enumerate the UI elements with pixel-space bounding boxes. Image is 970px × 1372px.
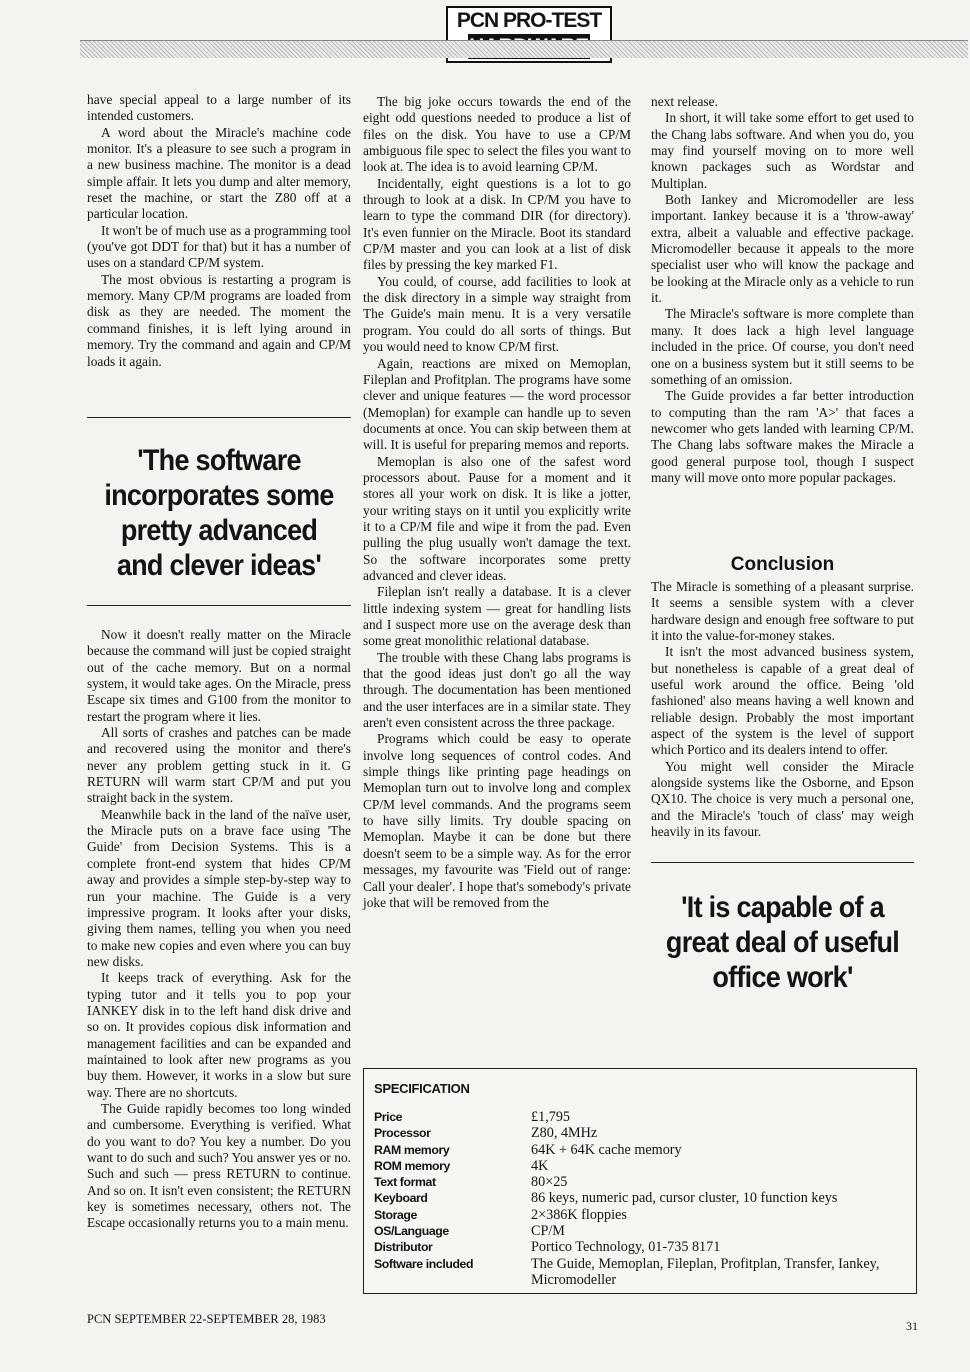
paragraph: Again, reactions are mixed on Memoplan, Fileplan and Profitplan. The programs have some clever and unique features — the word processor (Memoplan) for example can handle up to seven documents at once. You can skip between them at will. It is useful for preparing memos and reports.	[363, 355, 631, 453]
spec-row	[374, 1125, 909, 1141]
spec-value: Portico Technology, 01-735 8171	[531, 1239, 721, 1256]
divider-rule	[651, 862, 914, 863]
spec-value: Z80, 4MHz	[531, 1125, 598, 1142]
paragraph: The most obvious is restarting a program is memory. Many CP/M programs are loaded from disk as they are needed. The moment the command finishes, it is left lying around in memory. Try the command and again and CP/M loads it again.	[87, 271, 351, 369]
paragraph: It keeps track of everything. Ask for the typing tutor and it tells you to pop your IANKEY disk in to the left hand disk drive and so on. It provides copious disk information and management facilities and can be expanded and maintained to look after new programs as you buy them. However, it works in a slow but sure way. There are no shortcuts.	[87, 970, 351, 1100]
specification-box	[363, 1068, 917, 1294]
spec-value: CP/M	[531, 1223, 565, 1240]
header-hatch-band	[80, 40, 968, 58]
spec-value: The Guide, Memoplan, Fileplan, Profitplan, Transfer, Iankey, Micromodeller	[531, 1255, 880, 1288]
spec-label: Keyboard	[374, 1191, 428, 1206]
spec-label: RAM memory	[374, 1142, 450, 1157]
spec-label: Storage	[374, 1207, 417, 1222]
conclusion-heading: Conclusion	[730, 554, 835, 575]
spec-row	[374, 1158, 909, 1174]
paragraph: Memoplan is also one of the safest word processors about. Pause for a moment and it stores all your work on disk. It is like a jotter, your writing stays on it until you explicitly write it to a CP/M file and wipe it from the pad. Even pulling the plug usually won't damage the text. So the software incorporates some pretty advanced and clever ideas.	[363, 453, 631, 583]
paragraph: Meanwhile back in the land of the naïve user, the Miracle puts on a brave face using 'The Guide' from Decision Systems. This is a complete front-end system that hides CP/M away and provides a simple step-by-step way to run your machine. The Guide is a very impressive program. It looks after your disks, giving them names, telling you when you need to make new copies and even where you can buy new disks.	[87, 806, 351, 969]
spec-row	[374, 1190, 909, 1206]
paragraph: The trouble with these Chang labs programs is that the good ideas just don't go all the way through. The documentation has been mentioned and the user interfaces are in a similar state. They aren't even consistent across the three package.	[363, 649, 631, 731]
spec-value: 86 keys, numeric pad, cursor cluster, 10 function keys	[531, 1190, 838, 1207]
pull-quote: 'It is capable of a great deal of useful office work'	[665, 891, 900, 994]
paragraph: It won't be of much use as a programming tool (you've got DDT for that) but it has a number of uses on a standard CP/M system.	[87, 222, 351, 271]
page-number: 31	[906, 1319, 918, 1333]
footer-publication-date: PCN SEPTEMBER 22-SEPTEMBER 28, 1983	[87, 1312, 326, 1326]
article-column-3-top	[651, 94, 914, 486]
article-column-3-conclusion	[651, 552, 914, 841]
spec-row	[374, 1207, 909, 1223]
paragraph: The Guide rapidly becomes too long winded and cumbersome. Everything is verified. What do you want to do? You key a number. Do you want to do such and such? You answer yes or no. Such and such — press RETURN to continue. And so on. It isn't even consistent; the RETURN key is sometimes necessary, others not. The Escape occasionally returns you to a main menu.	[87, 1100, 351, 1231]
divider-rule	[87, 605, 351, 606]
paragraph: The Miracle is something of a pleasant surprise. It seems a sensible system with a clever hardware design and enough free software to put it into the value-for-money stakes.	[651, 579, 914, 644]
header-title: PCN PRO-TEST	[456, 9, 602, 32]
paragraph: next release.	[651, 94, 718, 109]
paragraph: Now it doesn't really matter on the Miracle because the command will just be copied straight out of the cache memory. But on a normal system, it would take ages. On the Miracle, press Escape six times and G100 from the monitor to restart the program where it lies.	[87, 627, 351, 724]
paragraph: In short, it will take some effort to get used to the Chang labs software. And when you do, you may find yourself moving on to more well known packages such as Wordstar and Multiplan.	[651, 110, 914, 191]
spec-row	[374, 1223, 909, 1239]
spec-value: 2×386K floppies	[531, 1206, 627, 1223]
paragraph: You might well consider the Miracle alongside systems like the Osborne, and Epson QX10. The choice is very much a personal one, and the Miracle's 'touch of class' may weigh heavily in its favour.	[651, 758, 914, 840]
paragraph: Both Iankey and Micromodeller are less important. Iankey because it is a 'throw-away' extra, albeit a valuable and effective package. Micromodeller because it appeals to the more specialist user who will know the package and be looking at the Miracle only as a vehicle to run it.	[651, 192, 914, 306]
paragraph: A word about the Miracle's machine code monitor. It's a pleasure to see such a program in a new business machine. The monitor is a dead simple affair. It lets you dump and alter memory, reset the machine, or start the Z80 off at a particular location.	[87, 124, 351, 222]
spec-label: Price	[374, 1110, 403, 1124]
spec-label: Distributor	[374, 1240, 433, 1255]
spec-title: SPECIFICATION	[374, 1081, 470, 1096]
paragraph: The Miracle's software is more complete than many. It does lack a high level language included in the price. Of course, you don't need one on a business system but it still seems to be something of an omission.	[651, 306, 914, 387]
divider-rule	[87, 417, 351, 418]
spec-label: Software included	[374, 1256, 474, 1271]
pull-quote: 'The software incorporates some pretty advanced and clever ideas'	[104, 444, 334, 582]
paragraph: Programs which could be easy to operate involve long sequences of control codes. And simple things like printing page headings on Memoplan turn out to involve long and complex CP/M level commands. And the programs seem to have silly limits. Try double spacing on Memoplan. Maybe it can be done but there doesn't seem to be a simple way. As for the error messages, my favourite was 'Field out of range: Call your dealer'. I hope that's somebody's private joke that will be removed from the	[363, 731, 631, 910]
article-column-2	[363, 94, 631, 911]
spec-value: £1,795	[531, 1109, 571, 1125]
spec-row	[374, 1256, 909, 1289]
spec-label: Text format	[374, 1175, 436, 1190]
spec-row	[374, 1142, 909, 1158]
spec-table	[374, 1109, 909, 1288]
paragraph: It isn't the most advanced business system, but nonetheless is capable of a great deal of useful work around the office. Being 'old fashioned' also means having a well known and reliable design. Probably the most important aspect of the system is the level of support which Portico and its dealers intend to offer.	[651, 644, 914, 758]
paragraph: Incidentally, eight questions is a lot to go through to look at a disk. In CP/M you have to learn to type the command DIR (for directory). It's even funnier on the Miracle. Boot its standard CP/M master and you can look at a list of disk files by pressing the key marked F1.	[363, 175, 631, 273]
paragraph: Fileplan isn't really a database. It is a clever little indexing system — great for handling lists and I suspect more use on the average desk than some great monolithic relational database.	[363, 584, 631, 649]
spec-value: 4K	[531, 1157, 549, 1174]
spec-value: 80×25	[531, 1174, 568, 1191]
spec-row	[374, 1239, 909, 1255]
article-column-1-bottom	[87, 627, 351, 1232]
paragraph: have special appeal to a large number of its intended customers.	[87, 92, 351, 124]
spec-row	[374, 1109, 909, 1125]
spec-row	[374, 1174, 909, 1190]
paragraph: The Guide provides a far better introduction to computing than the ram 'A>' that faces a newcomer who gets landed with learning CP/M. The Chang labs software makes the Miracle a good general purpose tool, though I suspect many will move onto more popular packages.	[651, 388, 914, 485]
spec-label: ROM memory	[374, 1158, 450, 1173]
paragraph: You could, of course, add facilities to look at the disk directory in a simple way straight from The Guide's main menu. It is a very versatile program. You could do all sorts of things. But you would need to know CP/M first.	[363, 273, 631, 355]
spec-label: Processor	[374, 1126, 431, 1141]
paragraph: All sorts of crashes and patches can be made and recovered using the monitor and there's never any problem getting stuck in it. G RETURN will warm start CP/M and put you straight back in the system.	[87, 725, 351, 806]
paragraph: The big joke occurs towards the end of the eight odd questions needed to produce a list of files on the disk. You have to use a CP/M ambiguous file spec to select the files you want to look at. The idea is to avoid learning CP/M.	[363, 94, 631, 175]
spec-label: OS/Language	[374, 1224, 449, 1239]
article-column-1-top	[87, 92, 351, 370]
spec-value: 64K + 64K cache memory	[531, 1141, 682, 1158]
